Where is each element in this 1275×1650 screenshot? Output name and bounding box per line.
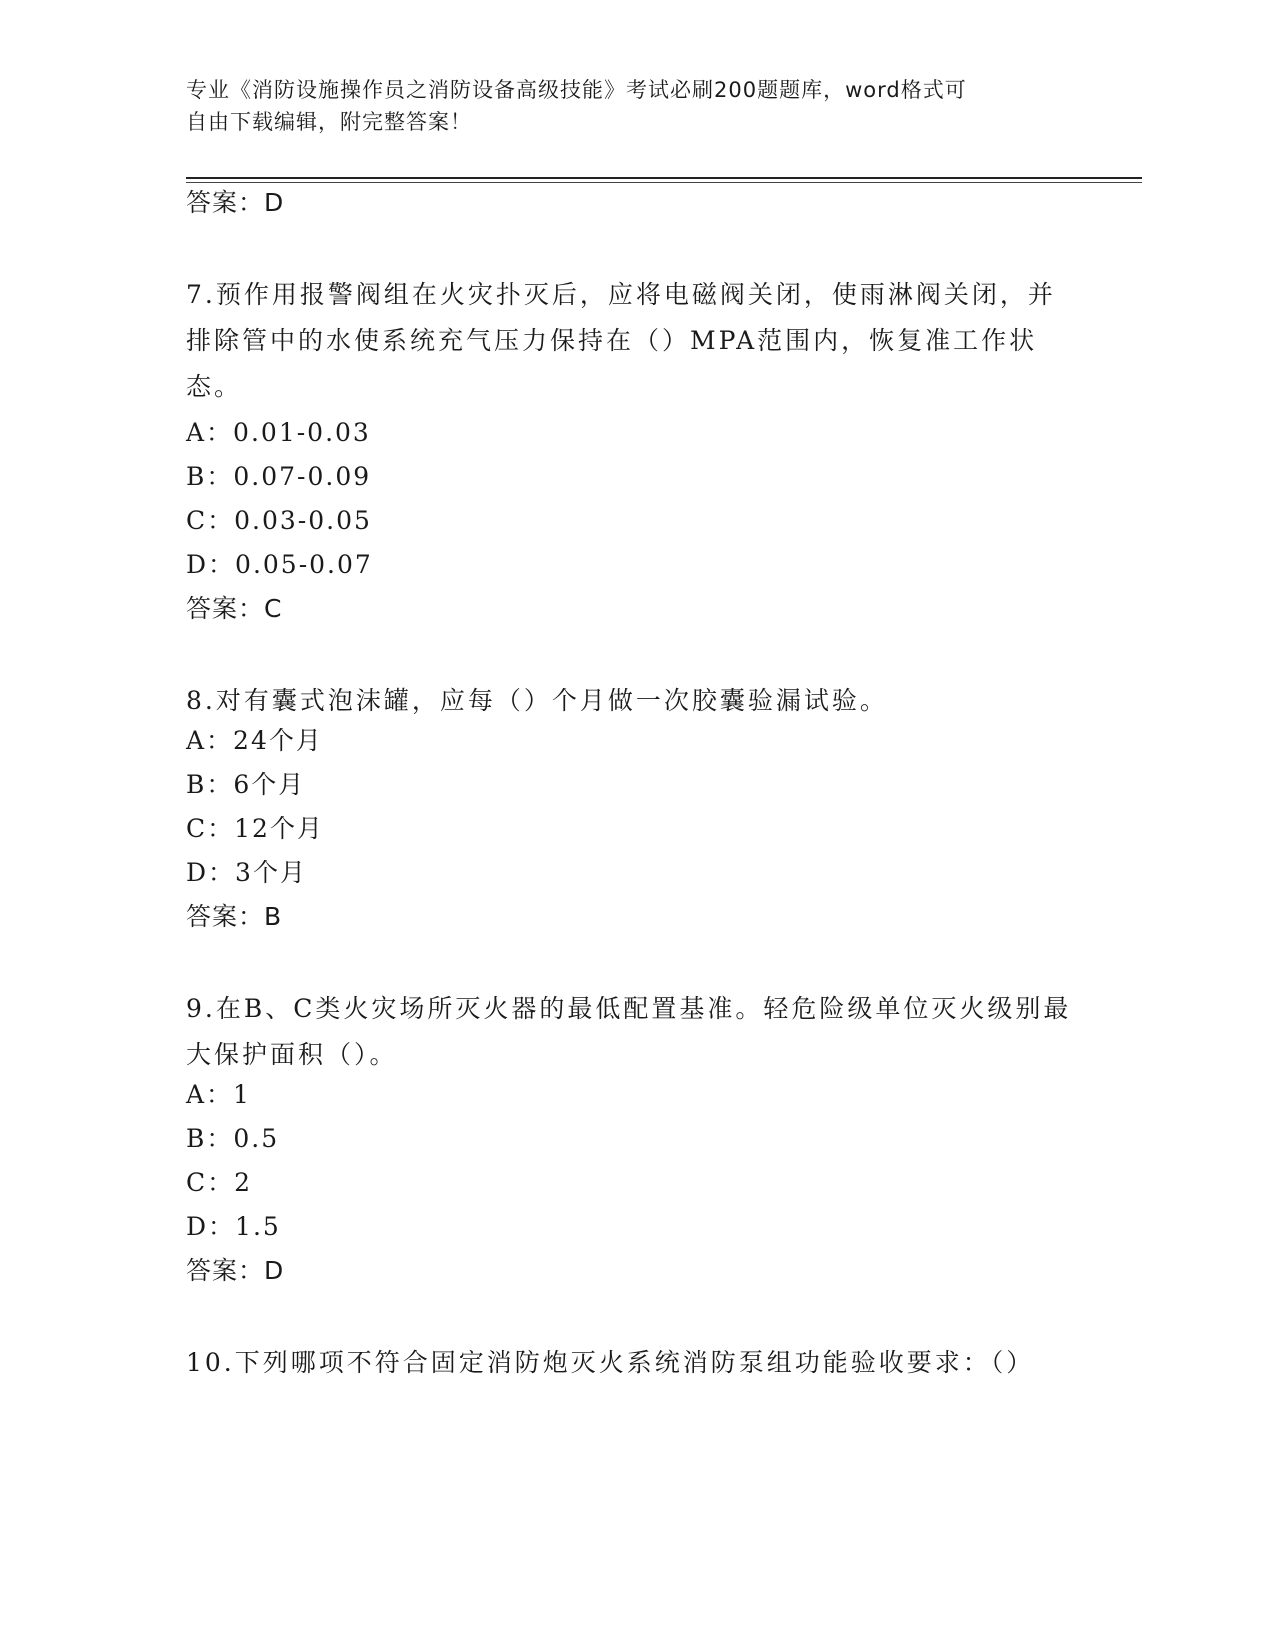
question-8-option-c: C：12个月 bbox=[186, 814, 324, 843]
question-8-option-a: A：24个月 bbox=[186, 726, 323, 755]
question-9-option-c: C：2 bbox=[186, 1168, 253, 1197]
question-9-option-a: A：1 bbox=[186, 1080, 251, 1109]
question-7-option-d: D：0.05-0.07 bbox=[186, 550, 373, 579]
question-10-stem: 10.下列哪项不符合固定消防炮灭火系统消防泵组功能验收要求：（） bbox=[186, 1348, 1035, 1377]
question-9-answer: 答案：D bbox=[186, 1256, 285, 1285]
header-divider-thick bbox=[186, 177, 1142, 179]
question-7-stem: 7.预作用报警阀组在火灾扑灭后，应将电磁阀关闭，使雨淋阀关闭，并排除管中的水使系统充气压力保持在（）MPA范围内，恢复准工作状态。 bbox=[186, 280, 1056, 401]
answer-previous: 答案：D bbox=[186, 188, 285, 217]
question-8-option-d: D：3个月 bbox=[186, 858, 307, 887]
question-8-answer: 答案：B bbox=[186, 902, 283, 931]
header-line-2: 自由下载编辑，附完整答案！ bbox=[186, 110, 472, 134]
question-8-option-b: B：6个月 bbox=[186, 770, 306, 799]
document-header bbox=[186, 74, 1066, 138]
question-8-stem: 8.对有囊式泡沫罐，应每（）个月做一次胶囊验漏试验。 bbox=[186, 686, 888, 715]
question-9-option-b: B：0.5 bbox=[186, 1124, 280, 1153]
header-line-1: 专业《消防设施操作员之消防设备高级技能》考试必刷200题题库，word格式可 bbox=[186, 78, 967, 102]
question-7-option-b: B：0.07-0.09 bbox=[186, 462, 372, 491]
header-divider-thin bbox=[186, 182, 1142, 183]
question-7-option-c: C：0.03-0.05 bbox=[186, 506, 372, 535]
question-9-option-d: D：1.5 bbox=[186, 1212, 281, 1241]
question-9-stem: 9.在B、C类火灾场所灭火器的最低配置基准。轻危险级单位灭火级别最大保护面积（）。 bbox=[186, 994, 1072, 1069]
question-7-answer: 答案：C bbox=[186, 594, 283, 623]
question-7-option-a: A：0.01-0.03 bbox=[186, 418, 371, 447]
